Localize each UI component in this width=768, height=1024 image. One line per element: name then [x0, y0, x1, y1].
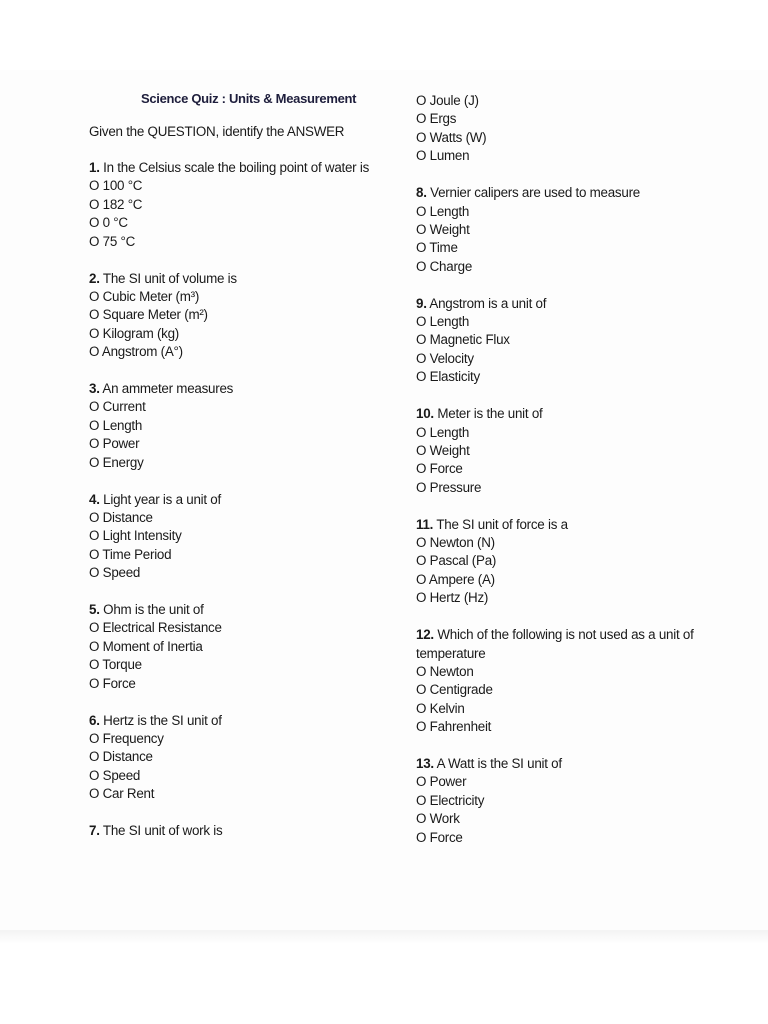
option-label: O Pressure: [416, 479, 482, 495]
option-label: O Pascal (Pa): [416, 553, 497, 569]
question-text: An ammeter measures: [102, 381, 234, 396]
answer-option: [89, 455, 144, 471]
question-11: [416, 517, 568, 533]
answer-option: [416, 443, 470, 459]
answer-option: [89, 657, 142, 673]
answer-option: [89, 565, 140, 581]
option-label: O Distance: [89, 509, 153, 525]
answer-option: [416, 719, 491, 735]
option-label: O Light Intensity: [89, 528, 182, 544]
answer-option: [416, 111, 456, 127]
option-label: O Newton (N): [416, 535, 495, 550]
option-label: O Ergs: [416, 111, 457, 127]
instructions: Given the QUESTION, identify the ANSWER: [89, 124, 345, 139]
question-number: 8.: [416, 185, 427, 201]
answer-option: [416, 93, 479, 109]
question-number: 2.: [89, 270, 100, 286]
answer-option: [89, 547, 171, 563]
option-label: O 0 °C: [89, 215, 128, 231]
option-label: O Length: [416, 203, 470, 219]
page-edge-shadow: [0, 930, 768, 944]
question-10: [416, 406, 543, 422]
question-number: 4.: [89, 491, 100, 507]
question-1: [89, 160, 369, 176]
option-label: O Distance: [89, 749, 153, 765]
question-4: [89, 492, 221, 508]
answer-option: [416, 148, 469, 164]
quiz-title: Science Quiz : Units & Measurement: [141, 91, 357, 106]
question-text: Ohm is the unit of: [103, 602, 204, 617]
option-label: O Electricity: [416, 792, 485, 808]
option-label: O Torque: [89, 657, 142, 673]
answer-option: [416, 425, 469, 441]
answer-option: [89, 215, 128, 231]
option-label: O Elasticity: [416, 369, 480, 385]
answer-option: [416, 590, 488, 606]
question-number: 1.: [89, 160, 100, 175]
question-text: In the Celsius scale the boiling point of water is: [103, 160, 370, 175]
question-13: [416, 756, 562, 772]
answer-option: [416, 830, 463, 846]
answer-option: [89, 178, 142, 194]
question-number: 11.: [416, 516, 434, 532]
question-text: The SI unit of volume is: [102, 270, 237, 286]
question-2: [89, 271, 237, 287]
answer-option: [416, 701, 465, 717]
question-text: Meter is the unit of: [437, 406, 543, 422]
question-6: [89, 713, 222, 729]
question-text: Which of the following is not used as a unit of: [437, 627, 694, 643]
option-label: O Hertz (Hz): [416, 590, 489, 606]
option-label: O Electrical Resistance: [89, 620, 222, 636]
option-label: O Frequency: [89, 730, 164, 746]
answer-option: [416, 682, 493, 698]
question-text: The SI unit of work is: [102, 823, 223, 838]
option-label: O Length: [89, 417, 143, 433]
question-number: 9.: [416, 295, 427, 311]
answer-option: [89, 528, 182, 544]
question-text: Vernier calipers are used to measure: [430, 185, 640, 201]
option-label: O Velocity: [416, 350, 474, 366]
question-number: 10.: [416, 406, 434, 422]
answer-option: [416, 793, 484, 809]
option-label: O 100 °C: [89, 178, 143, 194]
option-label: O Length: [416, 424, 470, 440]
option-label: O Energy: [89, 454, 144, 470]
answer-option: [89, 436, 139, 452]
option-label: O Weight: [416, 442, 470, 458]
answer-option: [89, 418, 142, 434]
answer-option: [416, 314, 469, 330]
answer-option: [89, 197, 142, 213]
answer-option: [89, 620, 222, 636]
question-text: Angstrom is a unit of: [429, 295, 547, 311]
answer-option: [89, 639, 203, 655]
answer-option: [89, 786, 154, 802]
option-label: O Speed: [89, 565, 141, 581]
question-text-continued: [416, 646, 485, 662]
answer-option: [416, 332, 510, 348]
question-9: [416, 296, 546, 312]
option-label: O Kelvin: [416, 700, 465, 716]
answer-option: [416, 130, 486, 146]
option-label: O Force: [416, 829, 463, 845]
answer-option: [89, 234, 135, 250]
answer-option: [416, 774, 466, 790]
answer-option: [416, 351, 474, 367]
option-label: O Work: [416, 811, 460, 827]
question-text: Light year is a unit of: [103, 491, 221, 507]
option-label: O Weight: [416, 221, 470, 237]
answer-option: [89, 326, 179, 342]
question-number: 3.: [89, 381, 100, 396]
answer-option: [416, 664, 474, 680]
question-8: [416, 185, 640, 201]
option-label: O Square Meter (m²): [89, 307, 208, 323]
answer-option: [416, 461, 463, 477]
option-label: O Speed: [89, 767, 141, 783]
option-label: O Centigrade: [416, 682, 493, 698]
option-label: O Lumen: [416, 148, 470, 164]
option-label: O Force: [416, 461, 463, 477]
answer-option: [416, 204, 469, 220]
option-label: O Fahrenheit: [416, 719, 492, 735]
option-label: O Car Rent: [89, 786, 155, 802]
option-label: O Magnetic Flux: [416, 332, 510, 348]
answer-option: [89, 749, 153, 765]
option-label: O Moment of Inertia: [89, 638, 203, 654]
question-7: [89, 823, 222, 839]
option-label: O Length: [416, 314, 470, 329]
option-label: O 75 °C: [89, 233, 136, 249]
option-label: O Power: [416, 774, 467, 790]
question-number: 12.: [416, 627, 434, 643]
answer-option: [89, 768, 140, 784]
question-text: temperature: [416, 645, 486, 661]
answer-option: [416, 222, 470, 238]
option-label: O Cubic Meter (m³): [89, 288, 200, 304]
answer-option: [416, 369, 480, 385]
option-label: O Time Period: [89, 546, 172, 562]
question-number: 7.: [89, 823, 100, 838]
question-3: [89, 381, 233, 397]
question-text: The SI unit of force is a: [436, 516, 568, 532]
option-label: O Force: [89, 675, 136, 691]
answer-option: [416, 240, 458, 256]
question-number: 13.: [416, 756, 434, 771]
answer-option: [89, 289, 199, 305]
answer-option: [89, 399, 146, 415]
question-5: [89, 602, 204, 618]
answer-option: [416, 480, 481, 496]
option-label: O Joule (J): [416, 93, 479, 108]
answer-option: [89, 676, 136, 692]
answer-option: [416, 553, 496, 569]
option-label: O Charge: [416, 258, 473, 274]
option-label: O Ampere (A): [416, 571, 495, 587]
option-label: O 182 °C: [89, 196, 143, 212]
option-label: O Newton: [416, 663, 474, 679]
answer-option: [89, 307, 208, 323]
answer-option: [416, 535, 495, 551]
option-label: O Kilogram (kg): [89, 325, 180, 341]
question-12: [416, 627, 694, 643]
answer-option: [416, 259, 472, 275]
answer-option: [89, 344, 183, 360]
question-number: 5.: [89, 602, 100, 617]
answer-option: [89, 510, 153, 526]
option-label: O Time: [416, 240, 458, 256]
answer-option: [89, 731, 164, 747]
question-number: 6.: [89, 712, 100, 728]
answer-option: [416, 811, 460, 827]
question-text: Hertz is the SI unit of: [103, 712, 222, 728]
question-text: A Watt is the SI unit of: [436, 756, 562, 771]
option-label: O Watts (W): [416, 129, 487, 145]
answer-option: [416, 572, 495, 588]
option-label: O Angstrom (A°): [89, 344, 183, 360]
option-label: O Power: [89, 436, 140, 452]
option-label: O Current: [89, 399, 146, 415]
